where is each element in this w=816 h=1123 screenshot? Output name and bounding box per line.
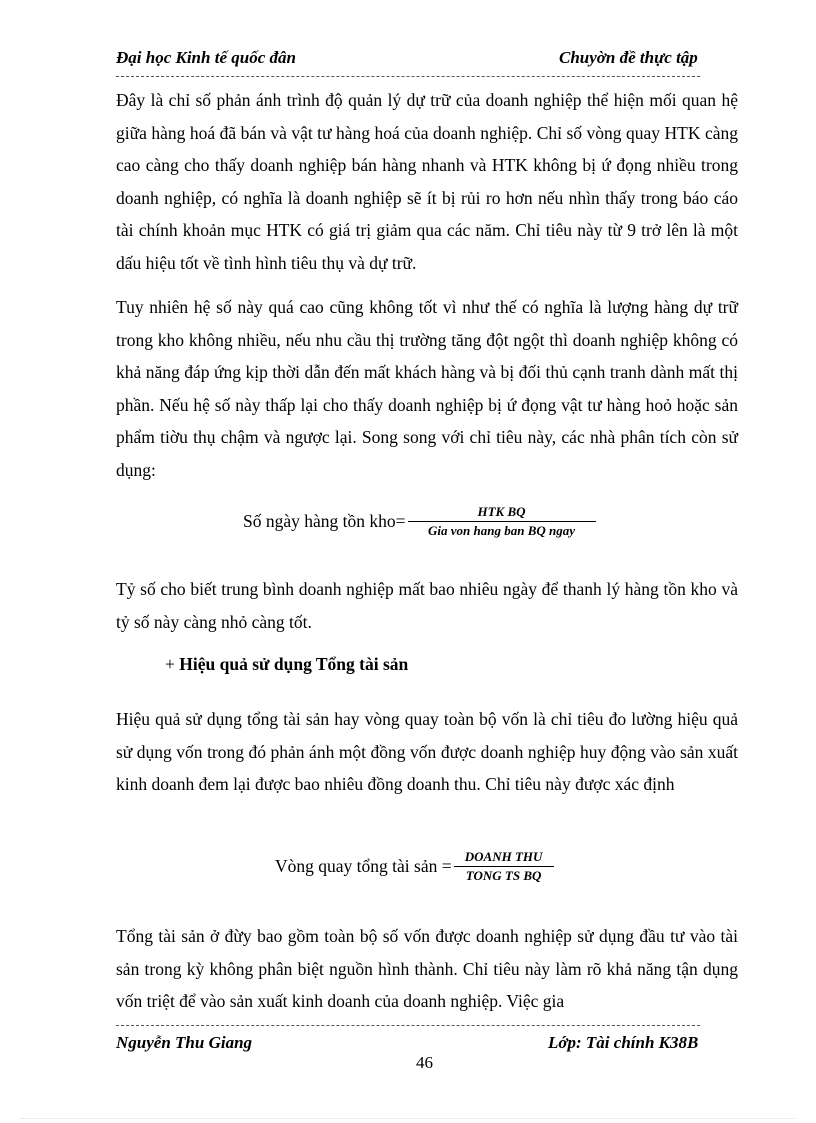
header-university: Đại học Kinh tế quốc đân: [116, 48, 296, 67]
footer-class: Lớp: Tài chính K38B: [548, 1033, 699, 1052]
formula-days-inventory: [243, 503, 596, 540]
formula-days-inventory-numerator: HTK BQ: [477, 504, 526, 519]
formula-days-inventory-fraction: [408, 503, 596, 540]
subheading-bullet: +: [165, 654, 180, 674]
paragraph-asset-efficiency: Hiệu quả sử dụng tổng tài sản hay vòng quay toàn bộ vốn là chỉ tiêu đo lường hiệu quả sử dụng vốn trong đó phản ánh một đồng vốn được doanh nghiệp huy động vào sản xuất kinh doanh đem lại được bao nhiêu đồng doanh thu. Chỉ tiêu này được xác định: [116, 709, 738, 794]
paragraph-high-ratio-risk: Tuy nhiên hệ số này quá cao cũng không tốt vì như thế có nghĩa là lượng hàng dự trữ trong kho không nhiều, nếu nhu cầu thị trường tăng đột ngột thì doanh nghiệp không có khả năng đáp ứng kịp thời dẫn đến mất khách hàng và bị đối thủ cạnh tranh dành mất thị phần. Nếu hệ số này thấp lại cho thấy doanh nghiệp bị ứ đọng vật tư hàng hoỏ hoặc sản phẩm tiờu thụ chậm và ngược lại. Song song với chỉ tiêu này, các nhà phân tích còn sử dụng:: [116, 297, 738, 480]
formula-asset-turnover-numerator: DOANH THU: [464, 849, 543, 864]
formula-asset-turnover: [275, 848, 554, 885]
footer-author: Nguyễn Thu Giang: [116, 1033, 253, 1052]
formula-asset-turnover-label: Vòng quay tổng tài sản =: [275, 856, 452, 876]
footer-divider: [116, 1025, 700, 1026]
subheading-text: Hiệu quả sử dụng Tổng tài sản: [179, 654, 409, 674]
page-number: 46: [416, 1053, 433, 1072]
paragraph-inventory-turnover: Đây là chỉ số phản ánh trình độ quản lý dự trữ của doanh nghiệp thể hiện mối quan hệ giữa hàng hoá đã bán và vật tư hàng hoá của doanh nghiệp. Chỉ số vòng quay HTK càng cao càng cho thấy doanh nghiệp bán hàng nhanh và HTK không bị ứ đọng nhiều trong doanh nghiệp, có nghĩa là doanh nghiệp sẽ ít bị rủi ro hơn nếu nhìn thấy trong báo cáo tài chính khoản mục HTK có giá trị giảm qua các năm. Chỉ tiêu này từ 9 trở lên là một dấu hiệu tốt về tình hình tiêu thụ và dự trữ.: [116, 90, 738, 273]
formula-asset-turnover-denominator: TONG TS BQ: [465, 868, 542, 883]
header-divider: [116, 76, 700, 77]
formula-days-inventory-denominator: Gia von hang ban BQ ngay: [428, 523, 575, 538]
subheading-total-asset-efficiency: [165, 654, 408, 675]
paragraph-total-assets: Tổng tài sản ở đừy bao gồm toàn bộ số vốn được doanh nghiệp sử dụng đầu tư vào tài sản trong kỳ không phân biệt nguồn hình thành. Chỉ tiêu này làm rõ khả năng tận dụng vốn triệt để vào sản xuất kinh doanh của doanh nghiệp. Việc gia: [116, 926, 738, 1011]
formula-days-inventory-label: Số ngày hàng tồn kho=: [243, 511, 406, 531]
header-title: Chuyờn đề thực tập: [559, 48, 698, 67]
page-edge-divider: [20, 1118, 796, 1119]
formula-asset-turnover-fraction: [454, 848, 554, 885]
paragraph-days-inventory-explanation: Tỷ số cho biết trung bình doanh nghiệp mất bao nhiêu ngày để thanh lý hàng tồn kho và tỷ số này càng nhỏ càng tốt.: [116, 579, 738, 632]
